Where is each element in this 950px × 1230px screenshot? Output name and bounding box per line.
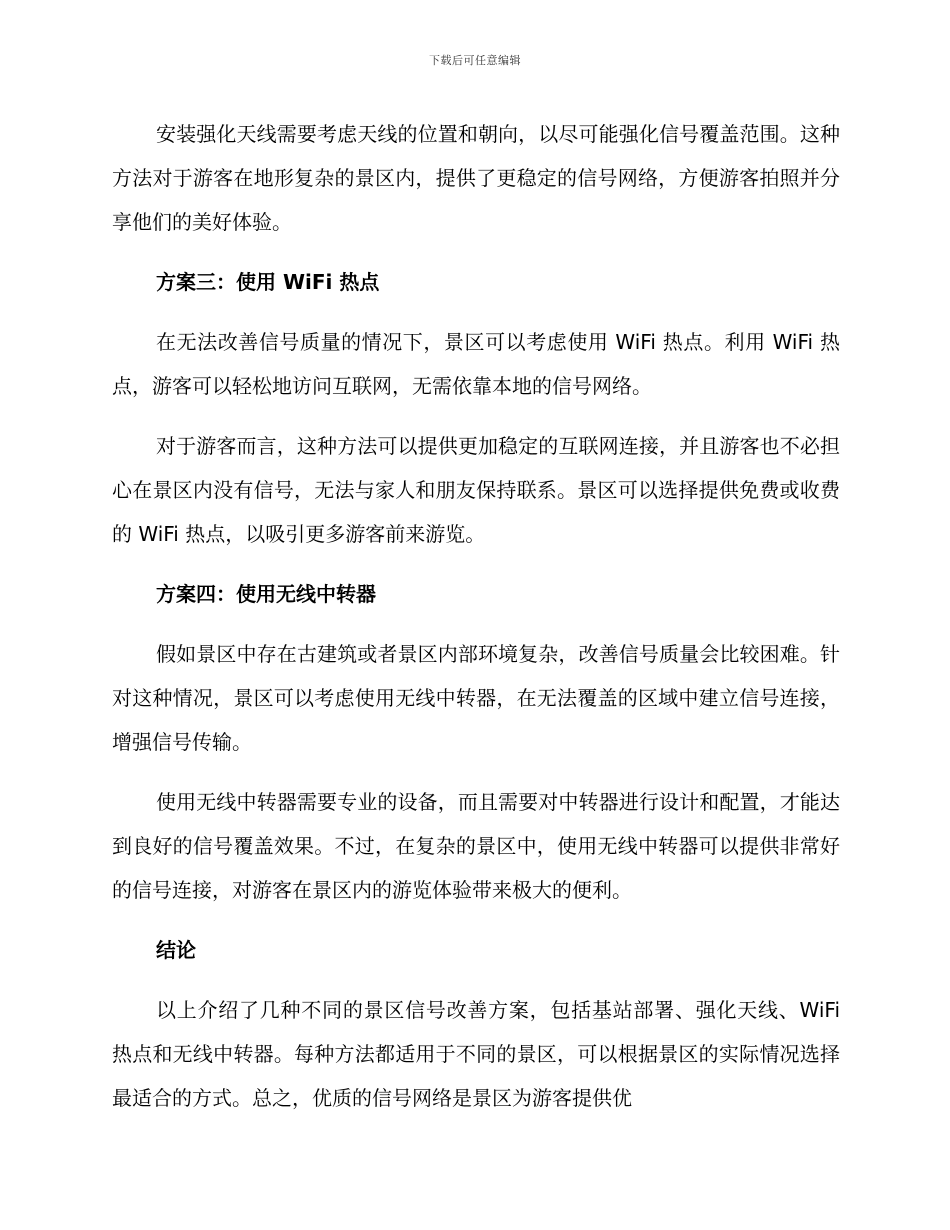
section-heading-plan-four: 方案四：使用无线中转器 [156, 582, 376, 606]
paragraph-repeater-intro: 假如景区中存在古建筑或者景区内部环境复杂，改善信号质量会比较困难。针对这种情况，景区可以考虑使用无线中转器，在无法覆盖的区域中建立信号连接，增强信号传输。 [112, 642, 840, 754]
paragraph-repeater-details: 使用无线中转器需要专业的设备，而且需要对中转器进行设计和配置，才能达到良好的信号覆盖效果。不过，在复杂的景区中，使用无线中转器可以提供非常好的信号连接，对游客在景区内的游览体验带来极大的便利。 [112, 790, 840, 902]
paragraph-wifi-intro: 在无法改善信号质量的情况下，景区可以考虑使用 WiFi 热点。利用 WiFi 热点，游客可以轻松地访问互联网，无需依靠本地的信号网络。 [112, 330, 840, 398]
document-body [112, 112, 840, 1136]
paragraph-conclusion: 以上介绍了几种不同的景区信号改善方案，包括基站部署、强化天线、WiFi 热点和无线中转器。每种方法都适用于不同的景区，可以根据景区的实际情况选择最适合的方式。总之，优质的信号网络是景区为游客提供优 [112, 998, 840, 1110]
section-heading-plan-three: 方案三：使用 WiFi 热点 [156, 270, 380, 294]
page-header: 下载后可任意编辑 [429, 54, 521, 67]
paragraph-antenna-summary: 安装强化天线需要考虑天线的位置和朝向，以尽可能强化信号覆盖范围。这种方法对于游客在地形复杂的景区内，提供了更稳定的信号网络，方便游客拍照并分享他们的美好体验。 [112, 122, 840, 234]
paragraph-wifi-benefits: 对于游客而言，这种方法可以提供更加稳定的互联网连接，并且游客也不必担心在景区内没有信号，无法与家人和朋友保持联系。景区可以选择提供免费或收费的 WiFi 热点，以吸引更多游客前来游览。 [112, 434, 840, 546]
section-heading-conclusion: 结论 [156, 938, 196, 962]
